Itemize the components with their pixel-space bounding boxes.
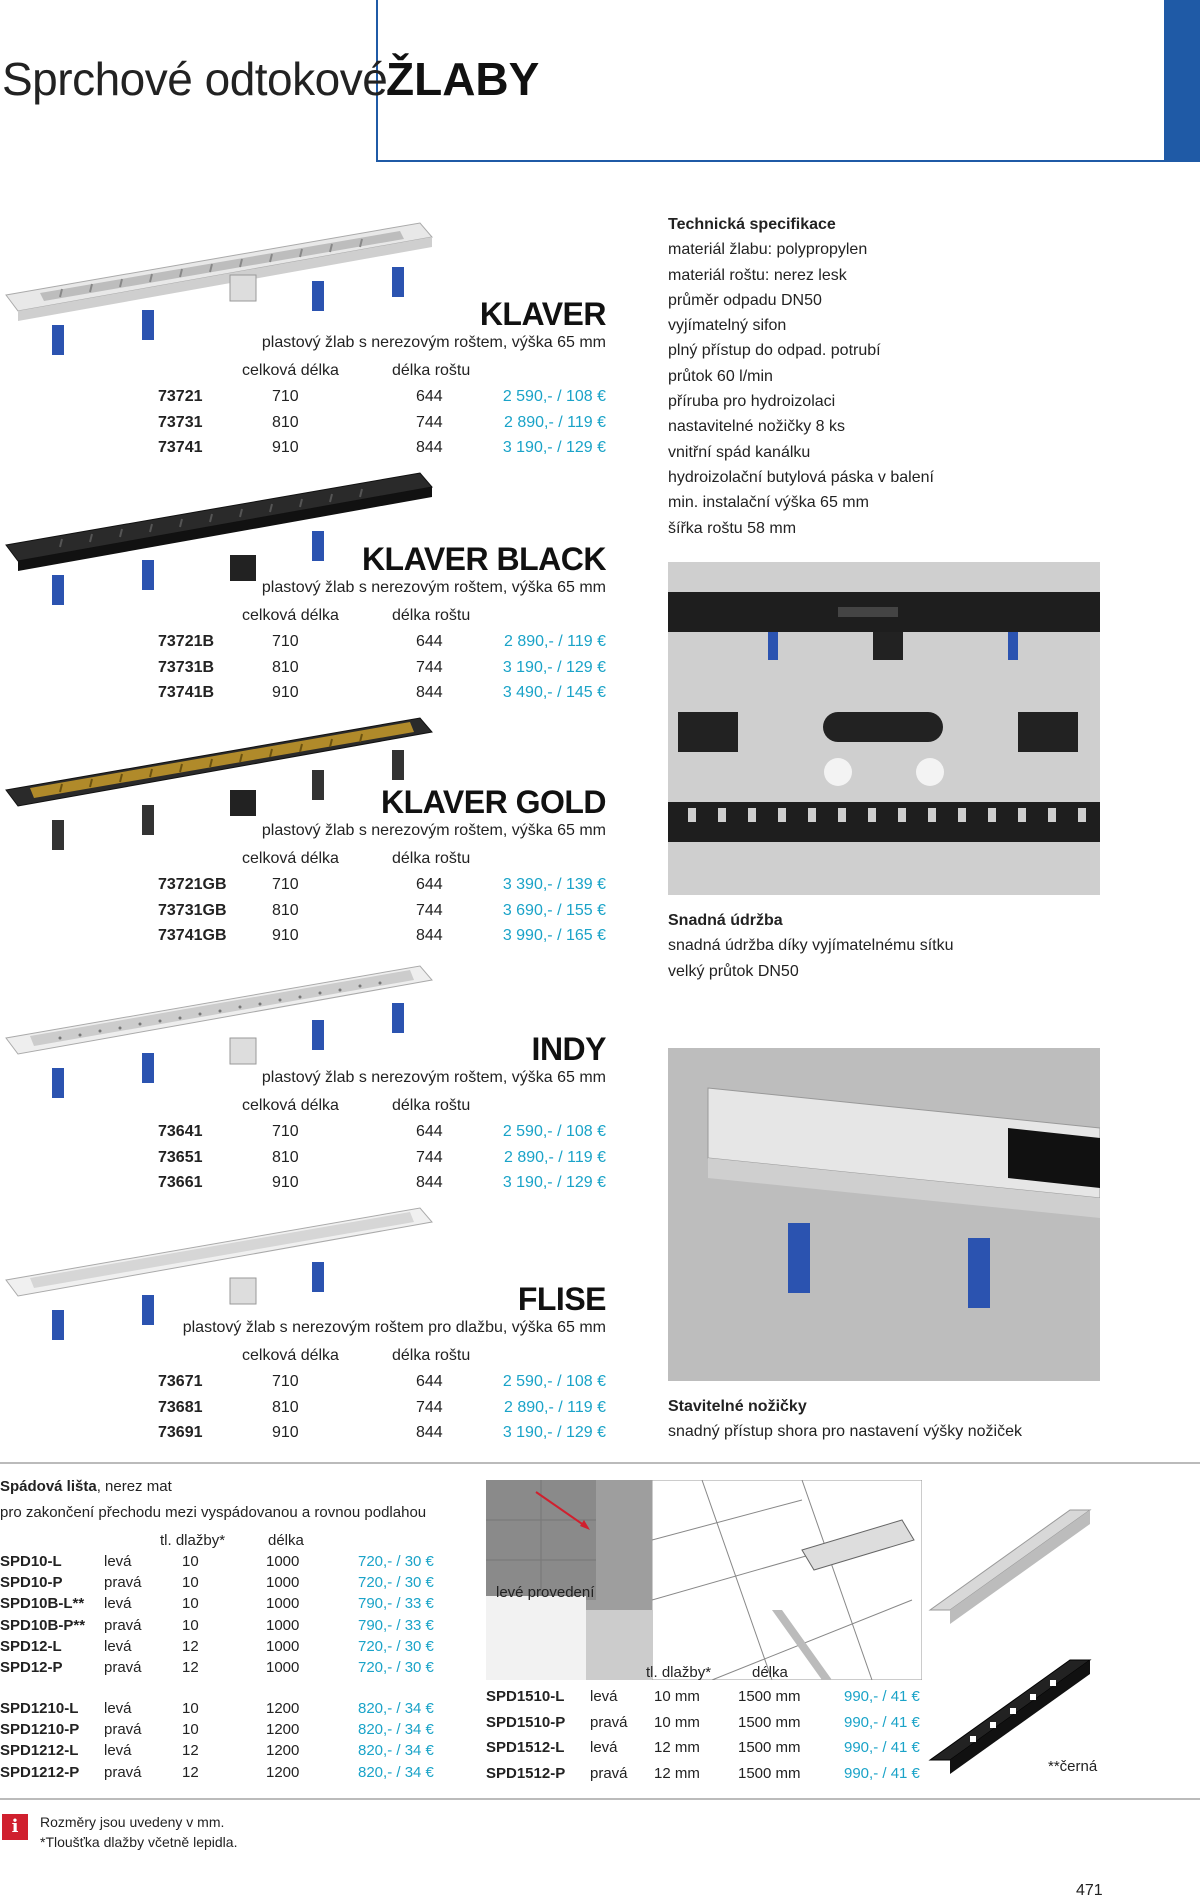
grate-length-value: 644 [416,388,443,405]
spd-code: SPD12-L [0,1637,62,1655]
spd-code: SPD1212-L [0,1742,79,1760]
spd-code: SPD12-P [0,1659,63,1676]
spd-side: pravá [104,1659,142,1676]
spd-code: SPD10-P [0,1574,63,1592]
spd-side: levá [104,1742,132,1760]
spd-code: SPD1510-L [486,1688,565,1705]
section-divider [0,1462,1200,1464]
grate-length-value: 844 [416,927,443,944]
maintenance-line: velký průtok DN50 [668,962,799,980]
tech-spec-line: materiál žlabu: polypropylen [668,241,868,259]
price: 2 890,- / 119 € [504,413,606,431]
tech-spec-heading: Technická specifikace [668,216,836,233]
spd-thickness: 12 [182,1763,199,1781]
spd-price: 990,- / 41 € [844,1739,920,1756]
price: 3 190,- / 129 € [502,439,606,456]
product-description: plastový žlab s nerezovým roštem pro dlažbu, výška 65 mm [182,1319,606,1336]
spd-thickness: 10 [182,1700,199,1717]
total-length-value: 810 [272,1398,299,1416]
col-header-grate-length: délka roštu [392,362,471,379]
total-length-value: 710 [272,1123,299,1140]
price: 2 890,- / 119 € [504,1148,606,1166]
total-length-value: 810 [272,413,299,431]
spd2-col-thickness: tl. dlažby* [646,1664,712,1681]
grate-length-value: 844 [416,1174,443,1191]
total-length-value: 710 [272,1373,299,1390]
spd-price: 720,- / 30 € [358,1659,434,1676]
spd-side: pravá [590,1764,628,1782]
feet-line: snadný přístup shora pro nastavení výšky nožiček [668,1423,1022,1441]
price: 3 490,- / 145 € [502,684,606,701]
total-length-value: 910 [272,439,299,456]
total-length-value: 910 [272,1424,299,1441]
spd-heading [0,1478,172,1495]
spd-thickness: 10 mm [654,1713,700,1731]
spd-thickness: 12 mm [654,1739,700,1756]
spd-length: 1200 [266,1700,300,1717]
product-code: 73691 [158,1424,203,1441]
price: 2 890,- / 119 € [504,1398,606,1416]
grate-length-value: 744 [416,658,443,676]
product-description: plastový žlab s nerezovým roštem, výška 65 mm [261,579,606,596]
spd-length: 1200 [266,1763,300,1781]
total-length-value: 710 [272,876,299,893]
col-header-total-length: celková délka [242,1097,339,1114]
spd-code: SPD10B-L** [0,1595,85,1613]
header-accent-bar [1166,0,1200,162]
spd-code: SPD1210-L [0,1700,79,1717]
spd-thickness: 10 [182,1721,199,1739]
spd-heading-rest: , nerez mat [96,1478,172,1495]
product-code: 73671 [158,1373,203,1390]
spd-side: levá [590,1688,618,1705]
total-length-value: 910 [272,927,299,944]
footer-divider [0,1798,1200,1800]
product-title: KLAVER BLACK [361,541,606,577]
total-length-value: 810 [272,901,299,919]
spd-side: pravá [104,1721,142,1739]
product-code: 73681 [158,1398,203,1416]
col-header-total-length: celková délka [242,362,339,379]
spd-black-note: **černá [1048,1758,1098,1775]
spd-thickness: 12 [182,1637,199,1655]
product-title: INDY [531,1031,606,1067]
spd-price: 990,- / 41 € [844,1764,920,1782]
col-header-grate-length: délka roštu [392,1347,471,1364]
spd-profile-silver-image [920,1490,1100,1630]
spd-side: pravá [104,1574,142,1592]
spd-price: 790,- / 33 € [358,1616,434,1634]
spd-side: levá [104,1553,132,1570]
spd-side: pravá [104,1763,142,1781]
spd-length: 1500 mm [738,1764,801,1782]
grate-length-value: 644 [416,876,443,893]
spd-price: 790,- / 33 € [358,1595,434,1613]
product-description: plastový žlab s nerezovým roštem, výška 65 mm [261,822,606,839]
product-code: 73741GB [158,927,227,944]
col-header-total-length: celková délka [242,850,339,867]
spd-install-photo [486,1480,652,1680]
info-icon: i [2,1814,28,1840]
tech-spec-line: min. instalační výška 65 mm [668,494,869,512]
footnote-line2: *Tloušťka dlažby včetně lepidla. [40,1834,238,1850]
spd-thickness: 10 [182,1574,199,1592]
price: 3 990,- / 165 € [502,927,606,944]
spd-price: 720,- / 30 € [358,1574,434,1592]
feet-info [668,1394,1022,1445]
spd-length: 1000 [266,1659,300,1676]
grate-length-value: 844 [416,439,443,456]
maintenance-line: snadná údržba díky vyjímatelnému sítku [668,937,954,955]
tech-spec-line: vnitřní spád kanálku [668,443,811,461]
grate-length-value: 644 [416,1123,443,1140]
spd-price: 820,- / 34 € [358,1721,434,1739]
spd-length: 1000 [266,1595,300,1613]
product-code: 73731 [158,413,203,431]
col-header-grate-length: délka roštu [392,850,471,867]
grate-length-value: 744 [416,901,443,919]
spd-heading-bold: Spádová lišta [0,1478,97,1495]
tech-spec-line: průtok 60 l/min [668,367,773,385]
spd-code: SPD1210-P [0,1721,80,1739]
spd-price: 720,- / 30 € [358,1553,434,1570]
total-length-value: 910 [272,684,299,701]
tech-spec [668,212,934,541]
col-header-grate-length: délka roštu [392,1097,471,1114]
spd-price: 990,- / 41 € [844,1688,920,1705]
grate-length-value: 644 [416,1373,443,1390]
maintenance-heading: Snadná údržba [668,912,783,929]
spd-code: SPD1512-L [486,1739,565,1756]
spd2-col-length: délka [752,1664,788,1681]
product-code: 73721 [158,388,203,405]
product-description: plastový žlab s nerezovým roštem, výška 65 mm [261,334,606,351]
spd-side: pravá [590,1713,628,1731]
spd-tile-diagram [652,1480,922,1680]
tech-spec-line: nastavitelné nožičky 8 ks [668,418,845,436]
spd-thickness: 12 [182,1659,199,1676]
product-title: KLAVER GOLD [380,784,606,820]
spd-side: pravá [104,1616,142,1634]
spd-thickness: 10 [182,1595,199,1613]
product-code: 73731B [158,658,215,676]
spd-code: SPD1510-P [486,1713,566,1731]
drain-parts-photo [668,562,1100,895]
spd-length: 1000 [266,1574,300,1592]
price: 2 890,- / 119 € [504,633,606,650]
price: 2 590,- / 108 € [502,388,606,405]
price: 3 690,- / 155 € [502,901,606,919]
spd-side: levá [104,1595,132,1613]
total-length-value: 710 [272,633,299,650]
spd-length: 1000 [266,1616,300,1634]
total-length-value: 810 [272,1148,299,1166]
spd-side: levá [104,1700,132,1717]
product-code: 73741B [158,684,215,701]
grate-length-value: 844 [416,1424,443,1441]
price: 3 190,- / 129 € [502,1424,606,1441]
product-description: plastový žlab s nerezovým roštem, výška 65 mm [261,1069,606,1086]
spd-length: 1200 [266,1721,300,1739]
product-code: 73721GB [158,876,227,893]
spd-thickness: 12 [182,1742,199,1760]
feet-heading: Stavitelné nožičky [668,1398,807,1415]
tech-spec-line: šířka roštu 58 mm [668,519,797,537]
col-header-total-length: celková délka [242,1347,339,1364]
spd-length: 1500 mm [738,1739,801,1756]
spd-code: SPD10-L [0,1553,62,1570]
spd-price: 820,- / 34 € [358,1742,434,1760]
grate-length-value: 644 [416,633,443,650]
product-code: 73741 [158,439,203,456]
product-code: 73731GB [158,901,227,919]
spd-price: 720,- / 30 € [358,1637,434,1655]
page-title-light: Sprchové odtokové [2,53,388,105]
col-header-grate-length: délka roštu [392,607,471,624]
tech-spec-line: průměr odpadu DN50 [668,291,822,309]
price: 2 590,- / 108 € [502,1123,606,1140]
spd-side: levá [104,1637,132,1655]
product-code: 73661 [158,1174,203,1191]
spd-thickness: 10 [182,1553,199,1570]
page-title-bold: ŽLABY [386,53,540,105]
product-code: 73721B [158,633,215,650]
spd-subheading: pro zakončení přechodu mezi vyspádovanou a rovnou podlahou [0,1504,427,1521]
spd-length: 1500 mm [738,1713,801,1731]
spd-thickness: 10 mm [654,1688,700,1705]
product-title: FLISE [517,1281,606,1317]
spd-length: 1000 [266,1553,300,1570]
price: 3 190,- / 129 € [502,1174,606,1191]
page-number: 471 [1076,1882,1103,1899]
spd-thickness: 10 [182,1616,199,1634]
total-length-value: 910 [272,1174,299,1191]
spd-length: 1200 [266,1742,300,1760]
spd-price: 820,- / 34 € [358,1700,434,1717]
spd-length: 1000 [266,1637,300,1655]
tech-spec-line: plný přístup do odpad. potrubí [668,342,881,360]
spd-code: SPD1512-P [486,1764,566,1782]
tech-spec-line: příruba pro hydroizolaci [668,393,836,411]
tech-spec-line: vyjímatelný sifon [668,317,787,335]
product-title: KLAVER [479,296,606,332]
grate-length-value: 744 [416,1148,443,1166]
footnote-line1: Rozměry jsou uvedeny v mm. [40,1814,225,1830]
product-code: 73651 [158,1148,203,1166]
total-length-value: 810 [272,658,299,676]
tech-spec-line: materiál roštu: nerez lesk [668,266,847,284]
spd-side: levá [590,1739,618,1756]
col-header-total-length: celková délka [242,607,339,624]
grate-length-value: 844 [416,684,443,701]
price: 3 390,- / 139 € [502,876,606,893]
spd-col-length: délka [268,1532,304,1549]
spd-price: 990,- / 41 € [844,1713,920,1731]
spd-thickness: 12 mm [654,1764,700,1782]
total-length-value: 710 [272,388,299,405]
spd-photo-label: levé provedení [496,1584,595,1601]
spd-col-thickness: tl. dlažby* [160,1532,226,1549]
product-code: 73641 [158,1123,203,1140]
grate-length-value: 744 [416,413,443,431]
price: 3 190,- / 129 € [502,658,606,676]
grate-length-value: 744 [416,1398,443,1416]
spd-code: SPD1212-P [0,1763,80,1781]
tech-spec-line: hydroizolační butylová páska v balení [668,468,934,486]
spd-code: SPD10B-P** [0,1616,86,1634]
spd-price: 820,- / 34 € [358,1763,434,1781]
price: 2 590,- / 108 € [502,1373,606,1390]
maintenance-info [668,908,953,984]
adjustable-feet-photo [668,1048,1100,1381]
spd-length: 1500 mm [738,1688,801,1705]
